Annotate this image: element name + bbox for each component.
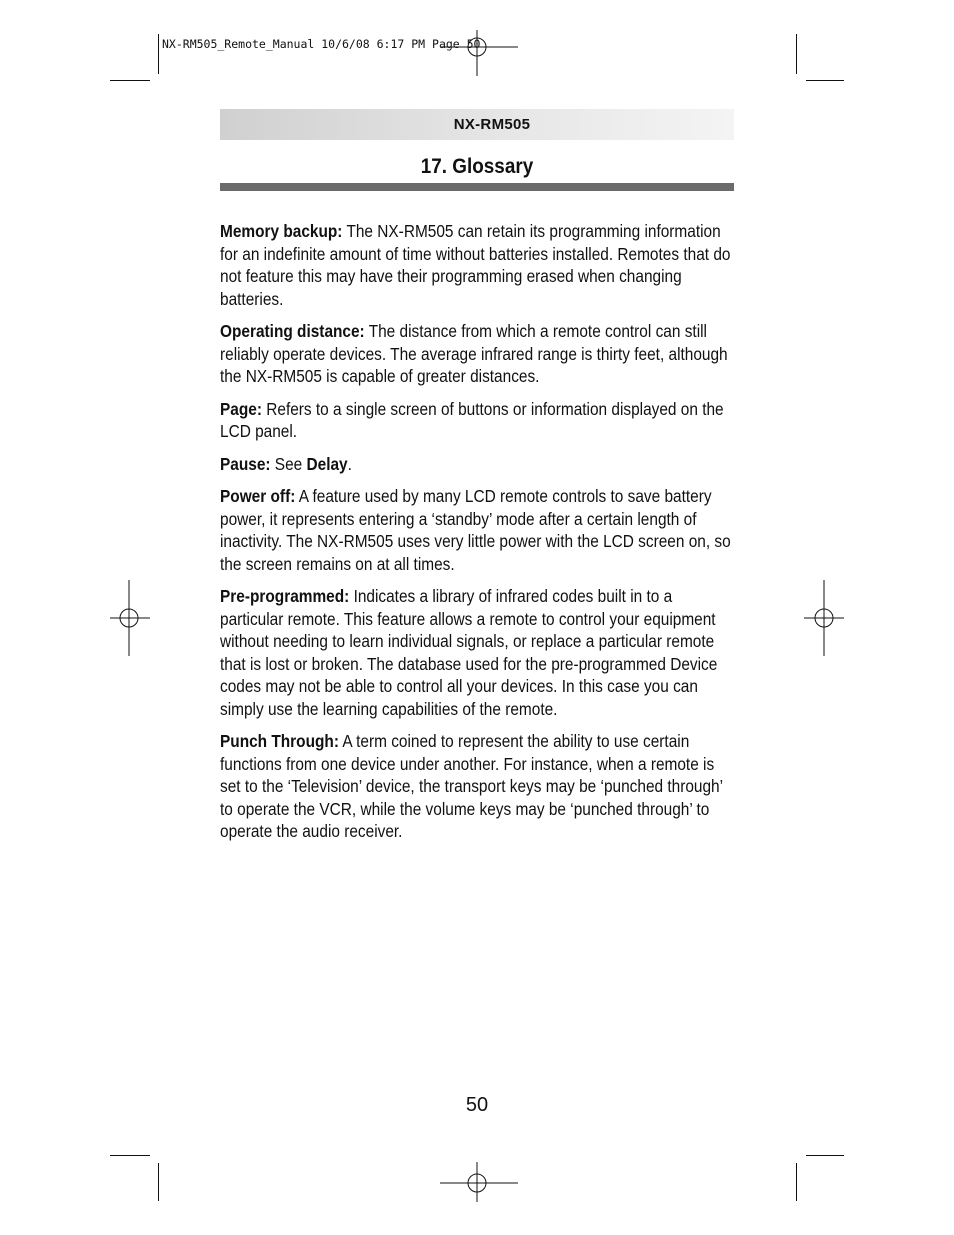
glossary-definition: A term coined to represent the ability to use certain functions from one device under another. For instance, when a remote is set to the ‘Television’ device, the transport keys may be ‘punched through’ to operate the VCR, while the volume keys may be ‘punched through’ to operate the audio receiver. — [220, 731, 723, 841]
glossary-punctuation: . — [347, 453, 352, 474]
crop-mark — [110, 1155, 150, 1156]
glossary-term: Memory backup: — [220, 221, 343, 241]
glossary-term: Pre-programmed: — [220, 586, 350, 606]
running-header-title: NX-RM505 — [453, 116, 531, 133]
glossary-definition: A feature used by many LCD remote controls to save battery power, it represents entering a ‘standby’ mode after a certain length of inactivity. The NX-RM505 uses very little power with the LCD screen on, so the screen remains on at all times. — [220, 486, 731, 574]
running-header — [220, 109, 734, 140]
glossary-cross-reference: Delay — [306, 453, 348, 474]
crop-mark — [158, 34, 159, 74]
crop-mark — [806, 80, 844, 81]
registration-mark-icon — [804, 580, 844, 656]
glossary-definition: Refers to a single screen of buttons or information displayed on the LCD panel. — [220, 398, 724, 441]
crop-mark — [796, 34, 797, 74]
glossary-body — [220, 220, 734, 853]
print-slug: NX-RM505_Remote_Manual 10/6/08 6:17 PM Page 50 — [162, 37, 481, 51]
glossary-entry — [220, 398, 734, 443]
crop-mark — [158, 1163, 159, 1201]
glossary-entry — [220, 730, 734, 843]
glossary-entry — [220, 485, 734, 575]
section-title: 17. Glossary — [420, 155, 534, 178]
title-rule — [220, 183, 734, 191]
registration-mark-icon — [110, 580, 150, 656]
glossary-entry — [220, 453, 734, 476]
glossary-definition: See — [270, 453, 307, 474]
glossary-definition: The distance from which a remote control can still reliably operate devices. The average infrared range is thirty feet, although the NX-RM505 is capable of greater distances. — [220, 321, 728, 386]
glossary-term: Punch Through: — [220, 731, 339, 751]
glossary-definition: Indicates a library of infrared codes built in to a particular remote. This feature allows a remote to control your equipment without needing to learn individual signals, or replace a particular remote that is lost or broken. The database used for the pre-programmed Device codes may not be able to control all your devices. In this case you can simply use the learning capabilities of the remote. — [220, 586, 718, 719]
crop-mark — [796, 1163, 797, 1201]
glossary-entry — [220, 320, 734, 388]
registration-mark-icon — [440, 1162, 518, 1202]
glossary-term: Pause: — [220, 453, 271, 474]
page-number: 50 — [465, 1094, 489, 1116]
glossary-definition: The NX-RM505 can retain its programming information for an indefinite amount of time without batteries installed. Remotes that do not feature this may have their programming erased when changing batteries. — [220, 221, 731, 309]
glossary-term: Page: — [220, 398, 262, 419]
glossary-term: Power off: — [220, 486, 296, 506]
glossary-term: Operating distance: — [220, 321, 365, 341]
glossary-entry — [220, 220, 734, 310]
glossary-entry — [220, 585, 734, 720]
registration-mark-icon — [440, 30, 518, 78]
crop-mark — [806, 1155, 844, 1156]
crop-mark — [110, 80, 150, 81]
